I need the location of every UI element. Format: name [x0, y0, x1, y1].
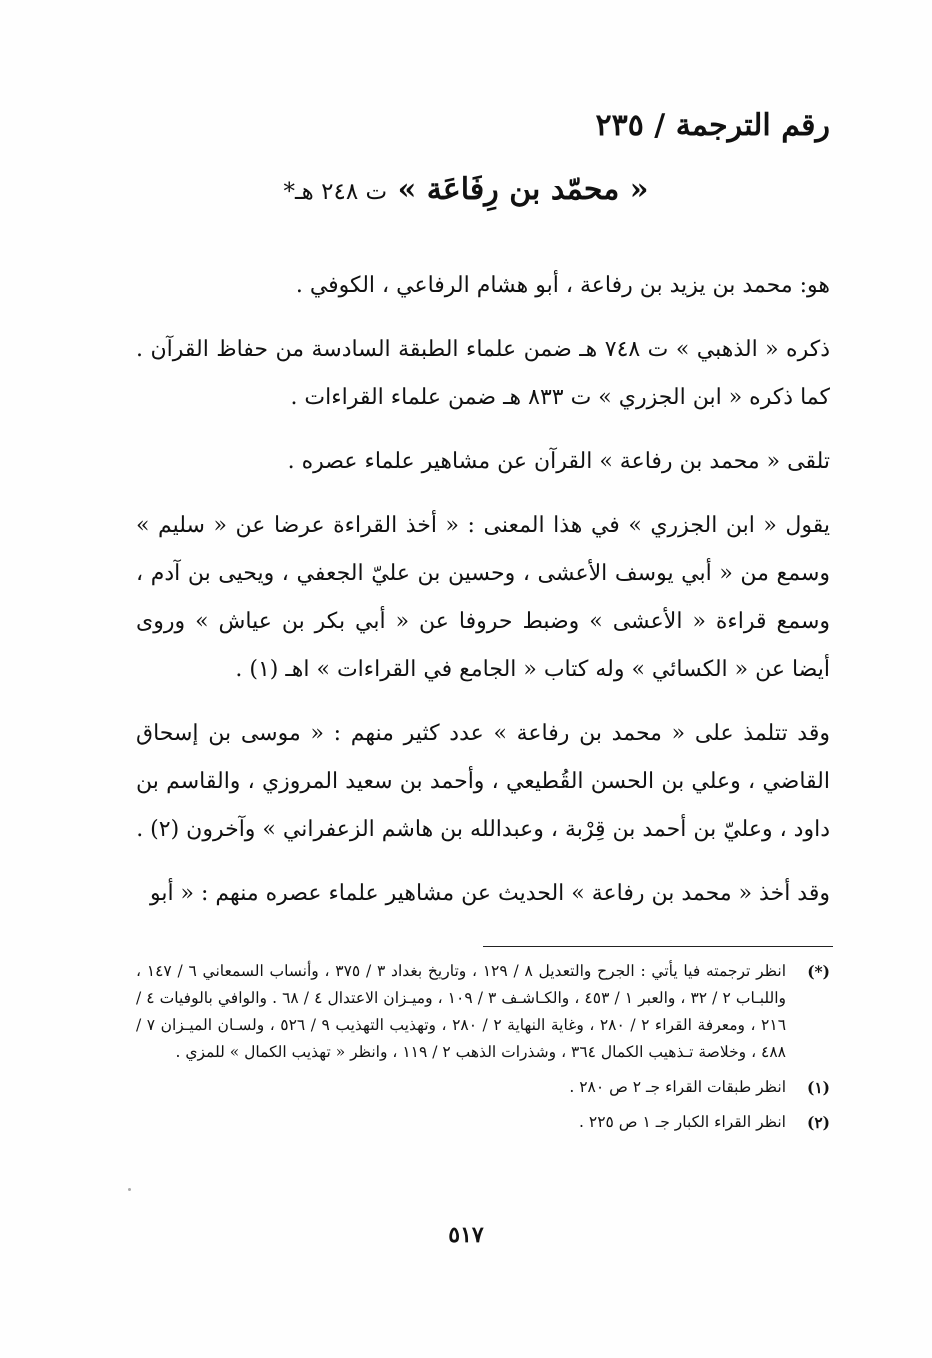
- footnote-text: انظر طبقات القراء جـ ٢ ص ٢٨٠ .: [569, 1078, 786, 1096]
- footnote-mark: (١): [806, 1078, 830, 1097]
- body-paragraph: وقد تتلمذ على « محمد بن رفاعة » عدد كثير منهم : « موسى بن إسحاق القاضي ، وعلي بن الحسن القُطيعي ، وأحمد بن سعيد المروزي ، والقاسم بن داود ، وعليّ بن أحمد بن قِرْبة ، وعبدالله بن هاشم الزعفراني » وآخرون (٢) .: [136, 721, 830, 842]
- footnote: [136, 958, 830, 1066]
- footnote-mark: (٢): [806, 1113, 830, 1132]
- title-name: « محمّد بن رِفَاعَة »: [397, 172, 649, 207]
- footnote-separator: [483, 946, 833, 947]
- translation-number-heading: رقم الترجمة / ٢٣٥: [595, 108, 830, 143]
- body-paragraph: يقول « ابن الجزري » في هذا المعنى : « أخذ القراءة عرضا عن « سليم » وسمع من « أبي يوسف الأعشى ، وحسين بن عليّ الجعفي ، ويحيى بن آدم ، وسمع قراءة « الأعشى » وضبط حروفا عن « أبي بكر بن عياش » وروى أيضا عن « الكسائي » وله كتاب « الجامع في القراءات » اهـ (١) .: [136, 513, 830, 682]
- body-paragraph: هو: محمد بن يزيد بن رفاعة ، أبو هشام الرفاعي ، الكوفي .: [295, 273, 830, 298]
- biography-title: [0, 172, 932, 207]
- footnote-text: انظر القراء الكبار جـ ١ ص ٢٢٥ .: [579, 1113, 786, 1131]
- footnote-text: انظر ترجمته فيا يأتي : الجرح والتعديل ٨ / ١٢٩ ، وتاريخ بغداد ٣ / ٣٧٥ ، وأنساب السمعاني ٦ / ١٤٧ ، واللبـاب ٢ / ٣٢ ، والعبر ١ / ٤٥٣ ، والكـاشـف ٣ / ١٠٩ ، وميـزان الاعتدال ٤ / ٦٨ . والوافي بالوفيات ٤ / ٢١٦ ، ومعرفة القراء ٢ / ٢٨٠ ، وغاية النهاية ٢ / ٢٨٠ ، وتهذيب التهذيب ٩ / ٥٢٦ ، ولسـان الميـزان ٧ / ٤٨٨ ، وخلاصة تـذهيب الكمال ٣٦٤ ، وشذرات الذهب ٢ / ١١٩ ، وانظر « تهذيب الكمال » للمزي .: [136, 962, 787, 1061]
- page-number: ٥١٧: [448, 1222, 484, 1248]
- footnotes: [136, 958, 830, 1144]
- footnote: [136, 1109, 830, 1136]
- body-text: [136, 262, 830, 934]
- title-death-date: ت ٢٤٨ هـ*: [283, 179, 388, 205]
- footnote: [136, 1074, 830, 1101]
- body-paragraph: تلقى « محمد بن رفاعة » القرآن عن مشاهير علماء عصره .: [287, 449, 830, 474]
- scan-speck: [128, 1188, 131, 1191]
- body-paragraph: وقد أخذ « محمد بن رفاعة » الحديث عن مشاهير علماء عصره منهم : « أبو: [149, 881, 830, 906]
- body-paragraph: ذكره « الذهبي » ت ٧٤٨ هـ ضمن علماء الطبقة السادسة من حفاظ القرآن . كما ذكره « ابن الجزري » ت ٨٣٣ هـ ضمن علماء القراءات .: [136, 337, 830, 410]
- footnote-mark: (*): [807, 962, 830, 981]
